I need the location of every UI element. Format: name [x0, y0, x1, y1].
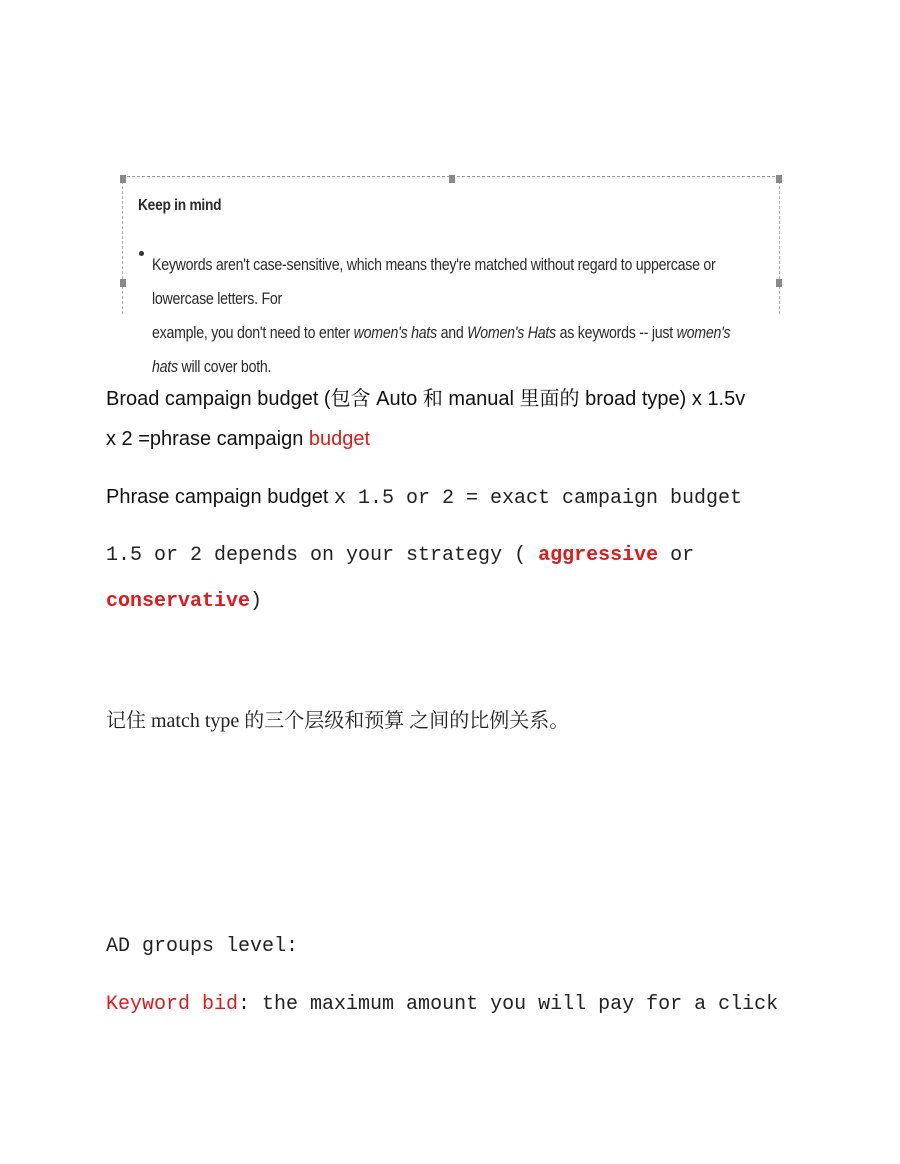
resize-handle-right-middle[interactable]: [776, 279, 782, 287]
resize-handle-top-right[interactable]: [776, 175, 782, 183]
para-strategy-line-2: conservative): [106, 590, 263, 613]
para-phrase-budget: Phrase campaign budget x 1.5 or 2 = exact campaign budget: [106, 486, 743, 510]
embed-body-text: [152, 248, 754, 384]
keep-in-mind-screenshot: [122, 176, 780, 376]
para-keyword-bid: Keyword bid: the maximum amount you will pay for a click: [106, 993, 779, 1016]
embed-body-line-1: Keywords aren't case-sensitive, which means they're matched without regard to uppercase or lowercase letters. For: [152, 256, 716, 308]
embed-title: Keep in mind: [138, 197, 222, 214]
resize-handle-top-middle[interactable]: [449, 175, 455, 183]
resize-handle-top-left[interactable]: [120, 175, 126, 183]
para-broad-budget-line-1: Broad campaign budget (包含 Auto 和 manual 里面的 broad type) x 1.5v: [106, 388, 746, 410]
conservative-highlight: conservative: [106, 590, 251, 613]
keyword-bid-highlight: Keyword bid: [106, 993, 239, 1016]
para-broad-budget-line-2: x 2 =phrase campaign budget: [106, 428, 371, 450]
para-match-type-note: 记住 match type 的三个层级和预算 之间的比例关系。: [106, 710, 570, 732]
budget-highlight: budget: [308, 428, 371, 450]
para-ad-groups-heading: AD groups level:: [106, 935, 299, 958]
aggressive-highlight: aggressive: [538, 544, 659, 567]
para-strategy-line-1: 1.5 or 2 depends on your strategy ( aggressive or: [106, 544, 695, 567]
bullet-icon: [139, 251, 144, 256]
resize-handle-left-middle[interactable]: [120, 279, 126, 287]
embed-body-line-2: example, you don't need to enter women's hats and Women's Hats as keywords -- just women's hats will cover both.: [152, 324, 731, 376]
